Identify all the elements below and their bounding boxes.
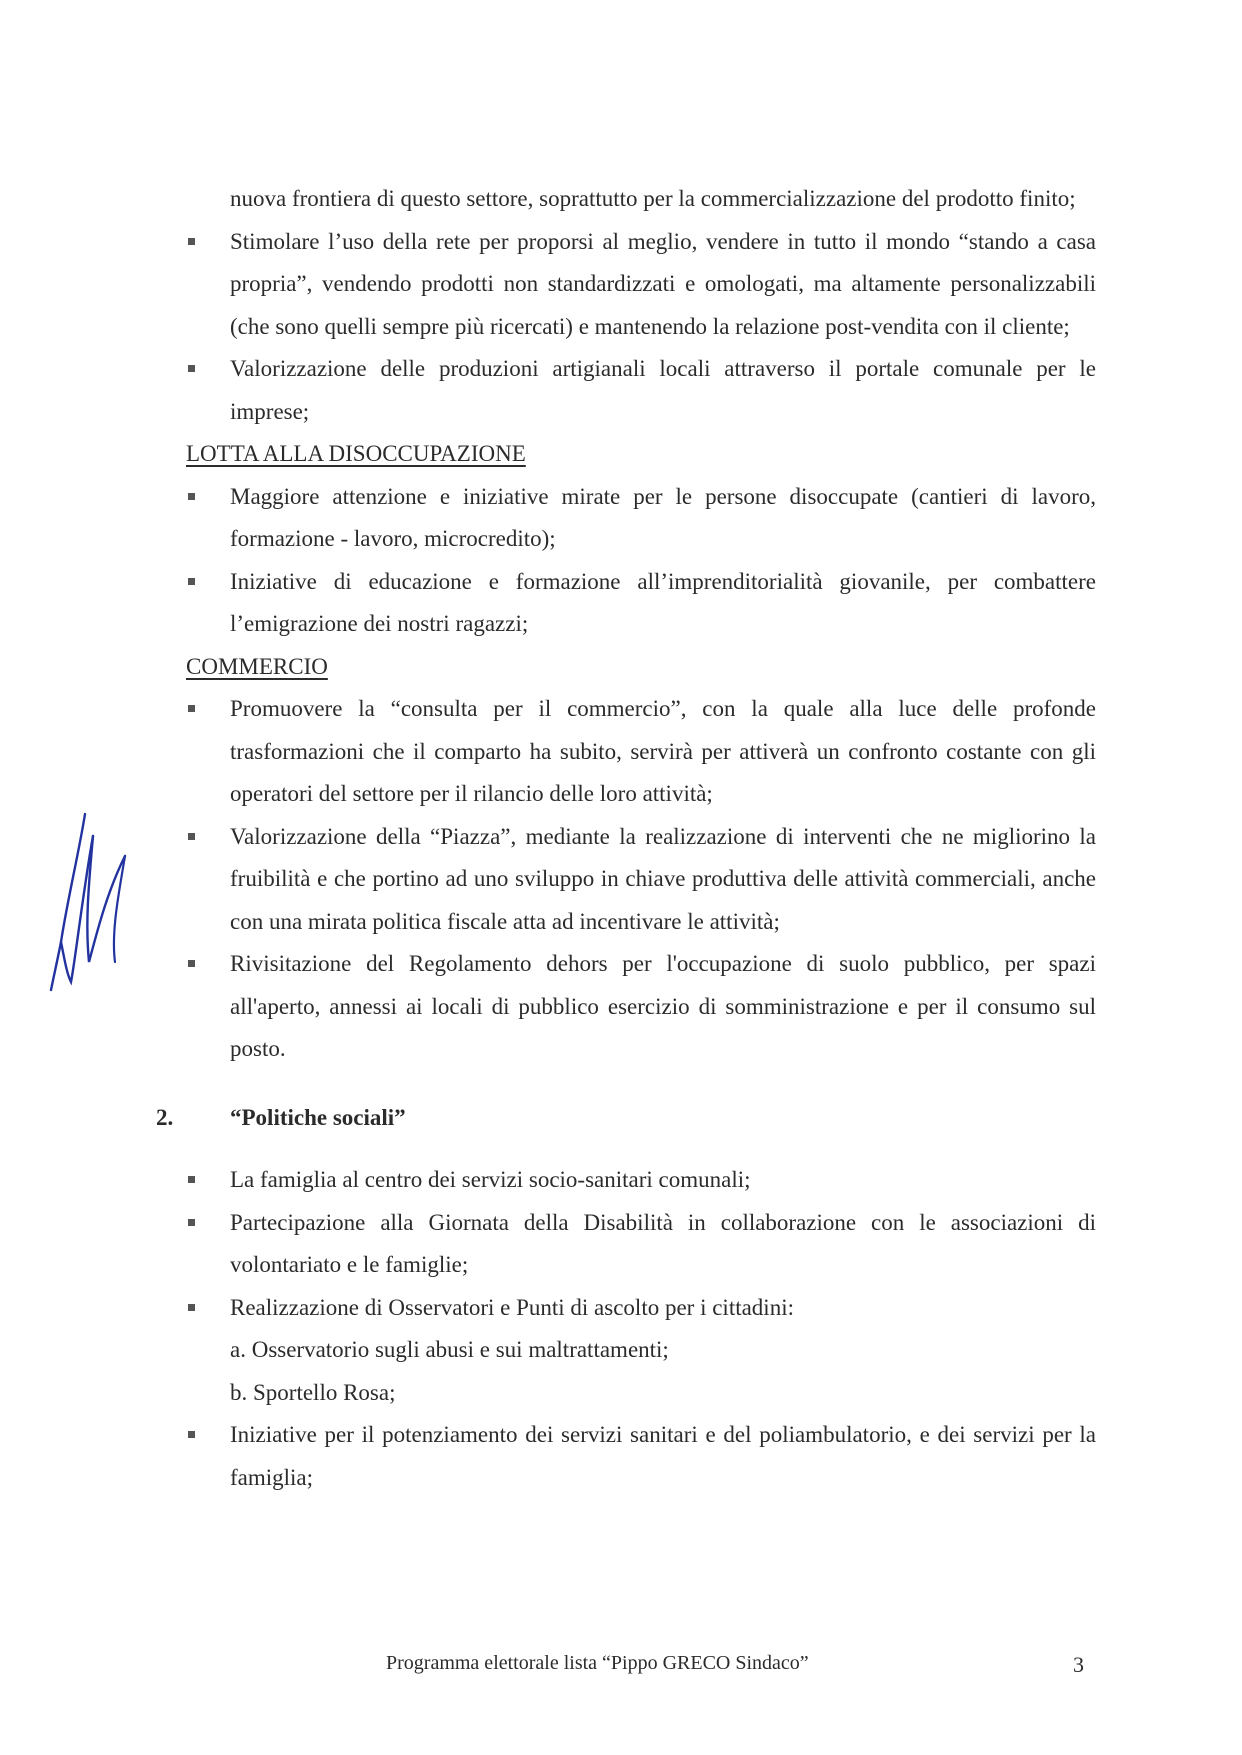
list-item-text: Rivisitazione del Regolamento dehors per l'occupazione di suolo pubblico, per spazi all'aperto, annessi ai locali di pubblico esercizio di somministrazione e per il consumo sul posto. <box>230 951 1096 1061</box>
list-item-text: Partecipazione alla Giornata della Disabilità in collaborazione con le associazioni di volontariato e le famiglie; <box>230 1209 1096 1277</box>
list-item-text: Stimolare l’uso della rete per proporsi al meglio, vendere in tutto il mondo “stando a casa propria”, vendendo prodotti non standardizzati e omologati, ma altamente personalizzabili (che sono quelli sempre più ricercati) e mantenendo la relazione post-vendita con il cliente; <box>230 228 1096 339</box>
list-item-text: Realizzazione di Osservatori e Punti di ascolto per i cittadini: <box>230 1294 794 1320</box>
bullet-icon <box>188 1304 195 1311</box>
list-item-text: Valorizzazione della “Piazza”, mediante la realizzazione di interventi che ne migliorino la fruibilità e che portino ad uno sviluppo in chiave produttiva delle attività commerciali, anche con una mirata politica fiscale atta ad incentivare le attività; <box>230 823 1096 934</box>
section-heading-commercio: COMMERCIO <box>186 653 328 679</box>
bullet-icon <box>188 1219 195 1226</box>
list-item <box>186 943 1096 1071</box>
body-text <box>156 178 1096 1499</box>
page-number: 3 <box>1073 1652 1084 1677</box>
list-item <box>186 1287 1096 1330</box>
list-item <box>186 221 1096 349</box>
list-item-text: Promuovere la “consulta per il commercio”, con la quale alla luce delle profonde trasformazioni che il comparto ha subito, servirà per attiverà un confronto costante con gli operatori del settore per il rilancio delle loro attività; <box>230 696 1096 806</box>
list-item <box>186 1414 1096 1499</box>
list-item <box>186 1159 1096 1202</box>
continuation-paragraph: nuova frontiera di questo settore, soprattutto per la commercializzazione del prodotto finito; <box>230 186 1076 211</box>
bullet-icon <box>188 238 195 245</box>
handwritten-signature <box>45 812 145 1002</box>
bullet-icon <box>188 493 195 500</box>
section-2-title <box>156 1097 1096 1140</box>
sub-list-item: b. Sportello Rosa; <box>230 1379 396 1405</box>
list-item-text: Iniziative per il potenziamento dei servizi sanitari e del poliambulatorio, e dei servizi per la famiglia; <box>230 1422 1096 1490</box>
section-heading-lotta: LOTTA ALLA DISOCCUPAZIONE <box>186 441 526 466</box>
list-item <box>186 348 1096 433</box>
bullet-icon <box>188 960 195 967</box>
list-item <box>186 1202 1096 1287</box>
bullet-icon <box>188 1431 195 1438</box>
bullet-icon <box>188 365 195 372</box>
list-item-text: Valorizzazione delle produzioni artigianali locali attraverso il portale comunale per le imprese; <box>230 356 1096 424</box>
sub-list-item: a. Osservatorio sugli abusi e sui maltrattamenti; <box>230 1337 669 1362</box>
list-item <box>186 476 1096 561</box>
list-item <box>186 561 1096 646</box>
list-item-text: La famiglia al centro dei servizi socio-sanitari comunali; <box>230 1167 751 1192</box>
bullet-icon <box>188 578 195 585</box>
bullet-icon <box>188 833 195 840</box>
bullet-icon <box>188 705 195 712</box>
list-item <box>186 688 1096 816</box>
section-title-text: “Politiche sociali” <box>230 1104 406 1130</box>
list-item-text: Maggiore attenzione e iniziative mirate per le persone disoccupate (cantieri di lavoro, formazione - lavoro, microcredito); <box>230 483 1096 551</box>
section-number: 2. <box>156 1104 174 1130</box>
list-item <box>186 816 1096 944</box>
footer-text: Programma elettorale lista “Pippo GRECO Sindaco” <box>386 1652 809 1674</box>
bullet-icon <box>188 1176 195 1183</box>
list-item-text: Iniziative di educazione e formazione all’imprenditorialità giovanile, per combattere l’emigrazione dei nostri ragazzi; <box>230 568 1096 636</box>
